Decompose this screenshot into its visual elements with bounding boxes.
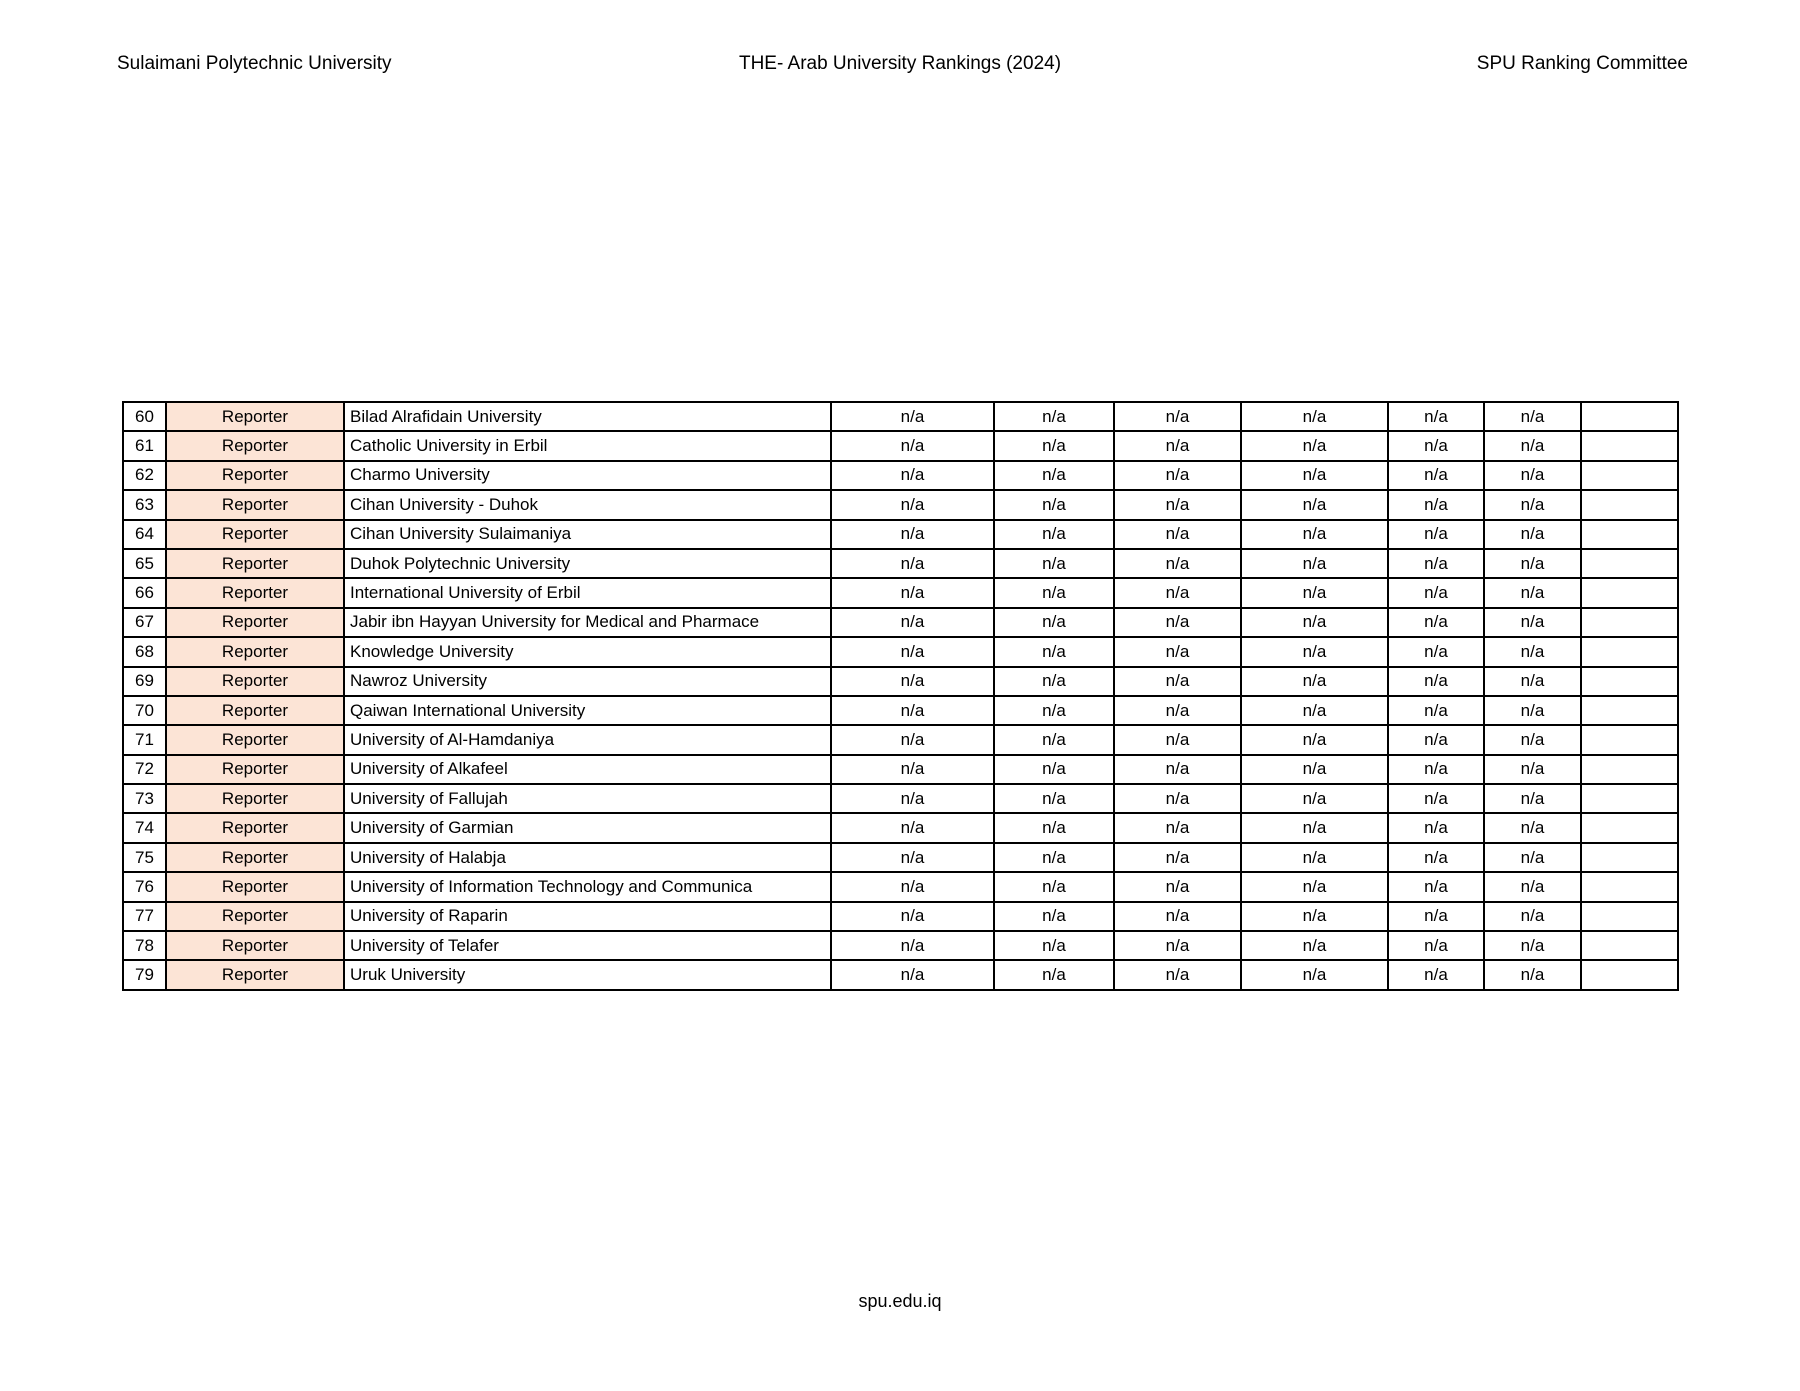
score-cell: n/a	[1484, 549, 1581, 578]
score-cell: n/a	[1388, 784, 1484, 813]
table-row	[123, 960, 1678, 989]
category-cell: Reporter	[166, 402, 344, 431]
score-cell: n/a	[1241, 931, 1388, 960]
rank-cell: 65	[123, 549, 166, 578]
category-cell: Reporter	[166, 520, 344, 549]
score-cell: n/a	[994, 637, 1114, 666]
score-cell: n/a	[1114, 931, 1241, 960]
score-cell: n/a	[994, 902, 1114, 931]
score-cell: n/a	[1241, 902, 1388, 931]
score-cell: n/a	[1484, 843, 1581, 872]
score-cell: n/a	[1388, 637, 1484, 666]
score-cell: n/a	[1388, 960, 1484, 989]
empty-cell	[1581, 931, 1678, 960]
table-row	[123, 725, 1678, 754]
score-cell: n/a	[1241, 755, 1388, 784]
footer-website: spu.edu.iq	[858, 1291, 942, 1311]
rank-cell: 66	[123, 578, 166, 607]
score-cell: n/a	[831, 490, 994, 519]
score-cell: n/a	[831, 578, 994, 607]
score-cell: n/a	[1241, 490, 1388, 519]
score-cell: n/a	[831, 549, 994, 578]
score-cell: n/a	[1241, 461, 1388, 490]
score-cell: n/a	[1484, 872, 1581, 901]
university-cell: Qaiwan International University	[344, 696, 831, 725]
university-cell: International University of Erbil	[344, 578, 831, 607]
score-cell: n/a	[1114, 755, 1241, 784]
score-cell: n/a	[1241, 725, 1388, 754]
table-row	[123, 578, 1678, 607]
table-row	[123, 402, 1678, 431]
rank-cell: 79	[123, 960, 166, 989]
score-cell: n/a	[1484, 696, 1581, 725]
empty-cell	[1581, 608, 1678, 637]
score-cell: n/a	[1484, 931, 1581, 960]
score-cell: n/a	[1484, 902, 1581, 931]
empty-cell	[1581, 402, 1678, 431]
category-cell: Reporter	[166, 813, 344, 842]
score-cell: n/a	[994, 461, 1114, 490]
empty-cell	[1581, 960, 1678, 989]
category-cell: Reporter	[166, 578, 344, 607]
rank-cell: 62	[123, 461, 166, 490]
score-cell: n/a	[994, 490, 1114, 519]
score-cell: n/a	[1388, 843, 1484, 872]
header-document-title: THE- Arab University Rankings (2024)	[738, 53, 1062, 74]
score-cell: n/a	[994, 813, 1114, 842]
university-cell: University of Raparin	[344, 902, 831, 931]
score-cell: n/a	[1484, 490, 1581, 519]
category-cell: Reporter	[166, 549, 344, 578]
university-cell: Cihan University Sulaimaniya	[344, 520, 831, 549]
score-cell: n/a	[1388, 755, 1484, 784]
score-cell: n/a	[1484, 784, 1581, 813]
university-cell: Cihan University - Duhok	[344, 490, 831, 519]
score-cell: n/a	[831, 960, 994, 989]
score-cell: n/a	[1241, 549, 1388, 578]
category-cell: Reporter	[166, 608, 344, 637]
empty-cell	[1581, 520, 1678, 549]
score-cell: n/a	[994, 931, 1114, 960]
university-cell: University of Garmian	[344, 813, 831, 842]
header-committee: SPU Ranking Committee	[1476, 53, 1688, 74]
category-cell: Reporter	[166, 696, 344, 725]
score-cell: n/a	[831, 402, 994, 431]
score-cell: n/a	[831, 784, 994, 813]
table-row	[123, 813, 1678, 842]
score-cell: n/a	[1114, 578, 1241, 607]
score-cell: n/a	[1388, 725, 1484, 754]
score-cell: n/a	[994, 520, 1114, 549]
score-cell: n/a	[1241, 872, 1388, 901]
empty-cell	[1581, 755, 1678, 784]
score-cell: n/a	[994, 431, 1114, 460]
score-cell: n/a	[994, 960, 1114, 989]
score-cell: n/a	[1388, 402, 1484, 431]
table-row	[123, 431, 1678, 460]
score-cell: n/a	[1114, 784, 1241, 813]
rank-cell: 72	[123, 755, 166, 784]
score-cell: n/a	[994, 667, 1114, 696]
score-cell: n/a	[994, 843, 1114, 872]
score-cell: n/a	[1241, 667, 1388, 696]
score-cell: n/a	[831, 931, 994, 960]
score-cell: n/a	[1484, 667, 1581, 696]
empty-cell	[1581, 725, 1678, 754]
score-cell: n/a	[1241, 431, 1388, 460]
rank-cell: 74	[123, 813, 166, 842]
rank-cell: 67	[123, 608, 166, 637]
score-cell: n/a	[1484, 578, 1581, 607]
table-row	[123, 784, 1678, 813]
score-cell: n/a	[831, 461, 994, 490]
score-cell: n/a	[994, 696, 1114, 725]
score-cell: n/a	[1388, 667, 1484, 696]
university-cell: University of Al-Hamdaniya	[344, 725, 831, 754]
score-cell: n/a	[1388, 813, 1484, 842]
score-cell: n/a	[1241, 960, 1388, 989]
score-cell: n/a	[1484, 725, 1581, 754]
score-cell: n/a	[1388, 872, 1484, 901]
score-cell: n/a	[831, 696, 994, 725]
category-cell: Reporter	[166, 784, 344, 813]
empty-cell	[1581, 813, 1678, 842]
rank-cell: 70	[123, 696, 166, 725]
score-cell: n/a	[994, 755, 1114, 784]
university-cell: University of Information Technology and Communica	[344, 872, 831, 901]
university-cell: Uruk University	[344, 960, 831, 989]
category-cell: Reporter	[166, 843, 344, 872]
score-cell: n/a	[1114, 667, 1241, 696]
empty-cell	[1581, 578, 1678, 607]
category-cell: Reporter	[166, 960, 344, 989]
score-cell: n/a	[994, 578, 1114, 607]
empty-cell	[1581, 696, 1678, 725]
rank-cell: 73	[123, 784, 166, 813]
score-cell: n/a	[1114, 960, 1241, 989]
university-cell: Duhok Polytechnic University	[344, 549, 831, 578]
score-cell: n/a	[1388, 490, 1484, 519]
empty-cell	[1581, 667, 1678, 696]
score-cell: n/a	[1241, 813, 1388, 842]
score-cell: n/a	[994, 872, 1114, 901]
empty-cell	[1581, 461, 1678, 490]
score-cell: n/a	[1484, 402, 1581, 431]
rank-cell: 76	[123, 872, 166, 901]
score-cell: n/a	[1241, 402, 1388, 431]
score-cell: n/a	[1114, 696, 1241, 725]
score-cell: n/a	[1114, 725, 1241, 754]
empty-cell	[1581, 843, 1678, 872]
score-cell: n/a	[1388, 608, 1484, 637]
score-cell: n/a	[1114, 872, 1241, 901]
score-cell: n/a	[1388, 431, 1484, 460]
score-cell: n/a	[831, 520, 994, 549]
score-cell: n/a	[1388, 578, 1484, 607]
score-cell: n/a	[831, 843, 994, 872]
table-row	[123, 843, 1678, 872]
empty-cell	[1581, 490, 1678, 519]
category-cell: Reporter	[166, 902, 344, 931]
score-cell: n/a	[1484, 461, 1581, 490]
empty-cell	[1581, 431, 1678, 460]
table-row	[123, 608, 1678, 637]
score-cell: n/a	[1241, 520, 1388, 549]
score-cell: n/a	[1388, 520, 1484, 549]
score-cell: n/a	[994, 725, 1114, 754]
university-cell: University of Fallujah	[344, 784, 831, 813]
rank-cell: 63	[123, 490, 166, 519]
score-cell: n/a	[1241, 696, 1388, 725]
table-row	[123, 755, 1678, 784]
university-cell: Catholic University in Erbil	[344, 431, 831, 460]
empty-cell	[1581, 784, 1678, 813]
score-cell: n/a	[1484, 813, 1581, 842]
score-cell: n/a	[1388, 696, 1484, 725]
score-cell: n/a	[831, 667, 994, 696]
score-cell: n/a	[1114, 608, 1241, 637]
category-cell: Reporter	[166, 755, 344, 784]
university-cell: University of Alkafeel	[344, 755, 831, 784]
table-row	[123, 696, 1678, 725]
empty-cell	[1581, 637, 1678, 666]
university-cell: Knowledge University	[344, 637, 831, 666]
score-cell: n/a	[994, 784, 1114, 813]
table-row	[123, 490, 1678, 519]
rank-cell: 60	[123, 402, 166, 431]
score-cell: n/a	[1114, 490, 1241, 519]
empty-cell	[1581, 872, 1678, 901]
score-cell: n/a	[1484, 755, 1581, 784]
rank-cell: 78	[123, 931, 166, 960]
score-cell: n/a	[1114, 902, 1241, 931]
university-cell: University of Halabja	[344, 843, 831, 872]
table-row	[123, 520, 1678, 549]
category-cell: Reporter	[166, 931, 344, 960]
table-row	[123, 872, 1678, 901]
score-cell: n/a	[1388, 931, 1484, 960]
score-cell: n/a	[1241, 637, 1388, 666]
score-cell: n/a	[831, 902, 994, 931]
university-cell: University of Telafer	[344, 931, 831, 960]
rank-cell: 61	[123, 431, 166, 460]
rankings-table-body	[123, 402, 1678, 990]
university-cell: Bilad Alrafidain University	[344, 402, 831, 431]
category-cell: Reporter	[166, 725, 344, 754]
score-cell: n/a	[1241, 608, 1388, 637]
score-cell: n/a	[831, 813, 994, 842]
score-cell: n/a	[994, 402, 1114, 431]
rank-cell: 64	[123, 520, 166, 549]
score-cell: n/a	[831, 725, 994, 754]
table-row	[123, 461, 1678, 490]
university-cell: Jabir ibn Hayyan University for Medical and Pharmace	[344, 608, 831, 637]
score-cell: n/a	[1241, 578, 1388, 607]
rank-cell: 69	[123, 667, 166, 696]
score-cell: n/a	[831, 637, 994, 666]
score-cell: n/a	[1388, 461, 1484, 490]
rank-cell: 77	[123, 902, 166, 931]
rank-cell: 71	[123, 725, 166, 754]
rankings-table	[122, 401, 1679, 991]
score-cell: n/a	[1484, 637, 1581, 666]
score-cell: n/a	[1484, 431, 1581, 460]
score-cell: n/a	[1114, 843, 1241, 872]
category-cell: Reporter	[166, 637, 344, 666]
score-cell: n/a	[1114, 520, 1241, 549]
category-cell: Reporter	[166, 872, 344, 901]
score-cell: n/a	[1388, 902, 1484, 931]
table-row	[123, 549, 1678, 578]
score-cell: n/a	[831, 872, 994, 901]
score-cell: n/a	[1114, 549, 1241, 578]
score-cell: n/a	[1388, 549, 1484, 578]
rank-cell: 68	[123, 637, 166, 666]
score-cell: n/a	[1114, 402, 1241, 431]
score-cell: n/a	[1114, 637, 1241, 666]
score-cell: n/a	[831, 431, 994, 460]
score-cell: n/a	[1484, 520, 1581, 549]
score-cell: n/a	[1241, 784, 1388, 813]
university-cell: Nawroz University	[344, 667, 831, 696]
score-cell: n/a	[831, 608, 994, 637]
category-cell: Reporter	[166, 431, 344, 460]
score-cell: n/a	[1241, 843, 1388, 872]
empty-cell	[1581, 902, 1678, 931]
category-cell: Reporter	[166, 667, 344, 696]
table-row	[123, 902, 1678, 931]
table-row	[123, 931, 1678, 960]
header-university-name: Sulaimani Polytechnic University	[117, 53, 392, 74]
rank-cell: 75	[123, 843, 166, 872]
empty-cell	[1581, 549, 1678, 578]
score-cell: n/a	[831, 755, 994, 784]
university-cell: Charmo University	[344, 461, 831, 490]
score-cell: n/a	[994, 549, 1114, 578]
category-cell: Reporter	[166, 461, 344, 490]
table-row	[123, 667, 1678, 696]
table-row	[123, 637, 1678, 666]
score-cell: n/a	[994, 608, 1114, 637]
score-cell: n/a	[1484, 960, 1581, 989]
score-cell: n/a	[1484, 608, 1581, 637]
score-cell: n/a	[1114, 461, 1241, 490]
score-cell: n/a	[1114, 813, 1241, 842]
score-cell: n/a	[1114, 431, 1241, 460]
category-cell: Reporter	[166, 490, 344, 519]
